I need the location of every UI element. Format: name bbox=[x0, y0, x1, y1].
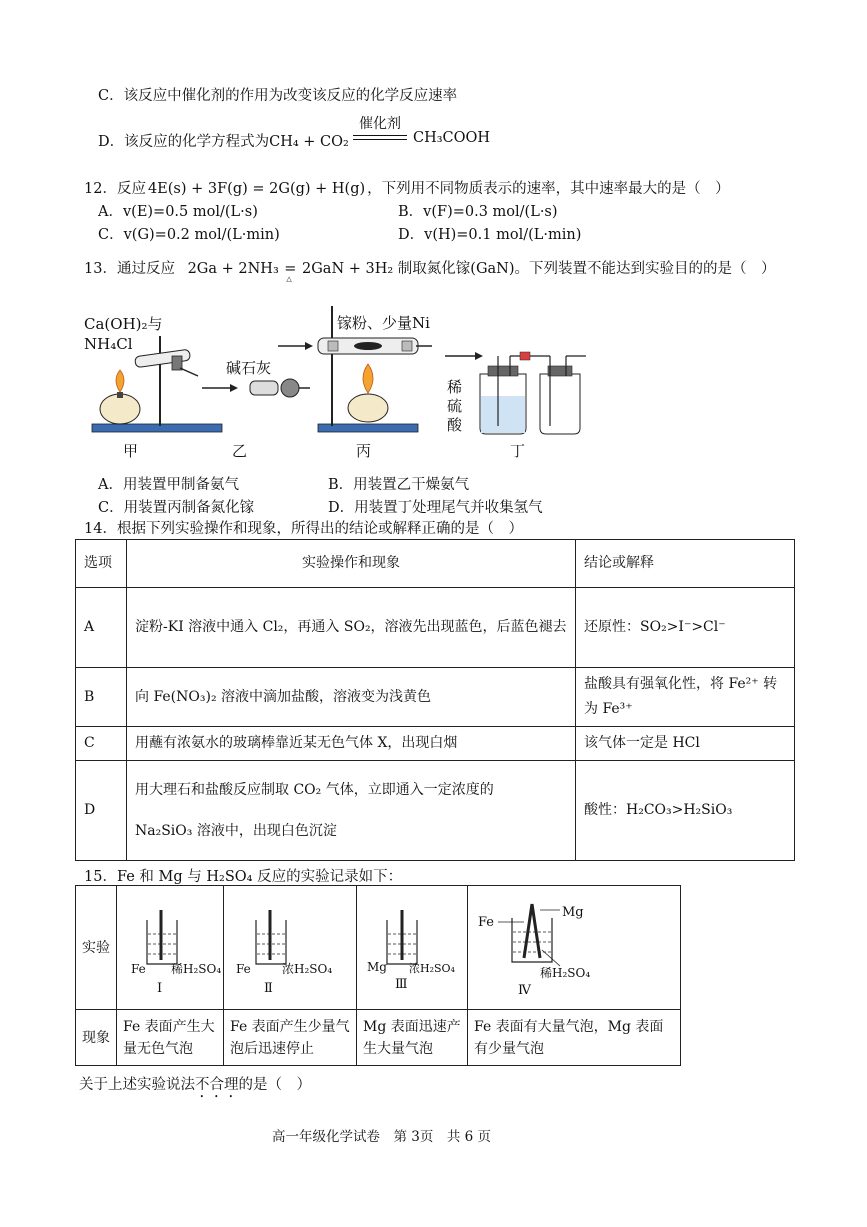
q14-table bbox=[75, 539, 795, 861]
q15-followup-emphasis: 不合理 bbox=[195, 1077, 239, 1093]
q13-option-b: B．用装置乙干燥氨气 bbox=[328, 477, 470, 493]
row-b-option: B bbox=[76, 668, 127, 727]
q12-stem bbox=[84, 177, 730, 198]
q11-option-d-prefix: D．该反应的化学方程式为 bbox=[98, 134, 270, 150]
q13-equation-arrow: = △ bbox=[284, 261, 297, 283]
exp-2-cell bbox=[224, 886, 357, 1010]
label-bing: 丙 bbox=[356, 442, 372, 460]
q12-stem-suffix: ，下列用不同物质表示的速率，其中速率最大的是（ ） bbox=[367, 181, 730, 197]
label-ding: 丁 bbox=[510, 442, 526, 460]
exp-4-number: Ⅳ bbox=[518, 983, 531, 998]
exp-4-phenomenon: Fe 表面有大量气泡，Mg 表面有少量气泡 bbox=[468, 1010, 681, 1066]
apparatus-ding bbox=[445, 352, 586, 434]
header-conclusion: 结论或解释 bbox=[576, 540, 795, 588]
q11-catalyst-label: 催化剂 bbox=[359, 116, 401, 132]
label-yi: 乙 bbox=[232, 442, 248, 460]
exp-3-acid: 浓H₂SO₄ bbox=[409, 962, 455, 975]
header-operation: 实验操作和现象 bbox=[127, 540, 576, 588]
row-d-operation-line1: 用大理石和盐酸反应制取 CO₂ 气体，立即通入一定浓度的 bbox=[135, 781, 494, 798]
row-c-option: C bbox=[76, 727, 127, 761]
q12-option-b: B．v(F)=0.3 mol/(L·s) bbox=[398, 204, 558, 220]
exp-3-cell bbox=[357, 886, 468, 1010]
q15-followup bbox=[79, 1073, 311, 1101]
q13-equation-right: 2GaN + 3H₂ bbox=[301, 261, 394, 277]
bing-reagent-label: 镓粉、少量Ni bbox=[337, 314, 430, 332]
q13-equation-left: 2Ga + 2NH₃ bbox=[187, 261, 279, 277]
table-row bbox=[76, 668, 795, 727]
q12-equation: 4E(s) + 3F(g) = 2G(g) + H(g) bbox=[147, 181, 366, 197]
exp-1-number: Ⅰ bbox=[157, 981, 163, 996]
q13-stem bbox=[84, 257, 776, 283]
q13-option-d: D．用装置丁处理尾气并收集氢气 bbox=[328, 500, 543, 516]
exp-1-cell bbox=[117, 886, 224, 1010]
jia-reagent-label: Ca(OH)₂与 NH₄Cl bbox=[84, 315, 163, 353]
apparatus-yi bbox=[202, 379, 310, 397]
q15-stem: 15．Fe 和 Mg 与 H₂SO₄ 反应的实验记录如下： bbox=[84, 869, 403, 885]
q11-reaction-arrow-lower bbox=[353, 139, 407, 140]
q13-option-a: A．用装置甲制备氨气 bbox=[98, 477, 239, 493]
exp-1-phenomenon: Fe 表面产生大量无色气泡 bbox=[117, 1010, 224, 1066]
q12-stem-prefix: 12．反应 bbox=[84, 181, 146, 197]
row-a-conclusion: 还原性：SO₂>I⁻>Cl⁻ bbox=[576, 588, 795, 668]
q12-option-a: A．v(E)=0.5 mol/(L·s) bbox=[98, 204, 258, 220]
exp-2-number: Ⅱ bbox=[264, 981, 273, 996]
q11-option-d bbox=[98, 130, 349, 151]
row-d-operation bbox=[127, 761, 576, 861]
q11-reaction-arrow bbox=[353, 135, 407, 136]
yi-reagent-label: 碱石灰 bbox=[226, 359, 272, 377]
header-option: 选项 bbox=[76, 540, 127, 588]
exp-1-metal: Fe bbox=[131, 962, 146, 976]
q14-stem: 14．根据下列实验操作和现象，所得出的结论或解释正确的是（ ） bbox=[84, 521, 523, 537]
row-d-conclusion: 酸性：H₂CO₃>H₂SiO₃ bbox=[576, 761, 795, 861]
table-row bbox=[76, 540, 795, 588]
q15-table bbox=[75, 885, 681, 1066]
exp-3-phenomenon: Mg 表面迅速产生大量气泡 bbox=[357, 1010, 468, 1066]
exp-3-number: Ⅲ bbox=[395, 977, 408, 992]
exp-1-acid: 稀H₂SO₄ bbox=[171, 962, 222, 976]
row-b-conclusion: 盐酸具有强氧化性，将 Fe²⁺ 转为 Fe³⁺ bbox=[576, 668, 795, 727]
exp-4-cell bbox=[468, 886, 681, 1010]
row-d-operation-line2: Na₂SiO₃ 溶液中，出现白色沉淀 bbox=[135, 822, 337, 839]
ding-reagent-label: 稀硫酸 bbox=[447, 378, 463, 434]
row-c-conclusion: 该气体一定是 HCl bbox=[576, 727, 795, 761]
q11-option-c: C．该反应中催化剂的作用为改变该反应的化学反应速率 bbox=[98, 88, 458, 104]
exp-2-acid: 浓H₂SO₄ bbox=[282, 962, 333, 976]
exp-2-phenomenon: Fe 表面产生少量气泡后迅速停止 bbox=[224, 1010, 357, 1066]
q13-heat-symbol: △ bbox=[286, 275, 292, 283]
exp-2-metal: Fe bbox=[236, 962, 251, 976]
label-jia: 甲 bbox=[123, 442, 139, 460]
table-row bbox=[76, 588, 795, 668]
row-d-option: D bbox=[76, 761, 127, 861]
exp-4-metal-fe: Fe bbox=[478, 915, 495, 930]
q13-stem-prefix: 13．通过反应 bbox=[84, 261, 175, 277]
table-row bbox=[76, 886, 681, 1010]
table-row bbox=[76, 727, 795, 761]
row-header-phenomenon: 现象 bbox=[76, 1010, 117, 1066]
exp-3-metal: Mg bbox=[367, 960, 387, 974]
row-a-operation: 淀粉-KI 溶液中通入 Cl₂，再通入 SO₂，溶液先出现蓝色，后蓝色褪去 bbox=[127, 588, 576, 668]
exp-4-metal-mg: Mg bbox=[562, 905, 584, 920]
row-b-operation: 向 Fe(NO₃)₂ 溶液中滴加盐酸，溶液变为浅黄色 bbox=[127, 668, 576, 727]
q11-option-d-product: CH₃COOH bbox=[413, 130, 491, 146]
table-row bbox=[76, 1010, 681, 1066]
row-a-option: A bbox=[76, 588, 127, 668]
q13-stem-suffix: 制取氮化镓(GaN)。下列装置不能达到实验目的的是（ ） bbox=[397, 261, 776, 277]
row-c-operation: 用蘸有浓氨水的玻璃棒靠近某无色气体 X，出现白烟 bbox=[127, 727, 576, 761]
page-footer: 高一年级化学试卷 第 3页 共 6 页 bbox=[272, 1129, 492, 1145]
exp-4-acid: 稀H₂SO₄ bbox=[540, 966, 591, 980]
q13-option-c: C．用装置丙制备氮化镓 bbox=[98, 500, 255, 516]
q12-option-d: D．v(H)=0.1 mol/(L·min) bbox=[398, 227, 582, 243]
q11-option-d-reactants: CH₄ + CO₂ bbox=[269, 134, 349, 150]
table-row bbox=[76, 761, 795, 861]
q15-followup-prefix: 关于上述实验说法 bbox=[79, 1077, 195, 1093]
q15-followup-suffix: 的是（ ） bbox=[238, 1077, 311, 1093]
row-header-experiment: 实验 bbox=[76, 886, 117, 1010]
q12-option-c: C．v(G)=0.2 mol/(L·min) bbox=[98, 227, 280, 243]
